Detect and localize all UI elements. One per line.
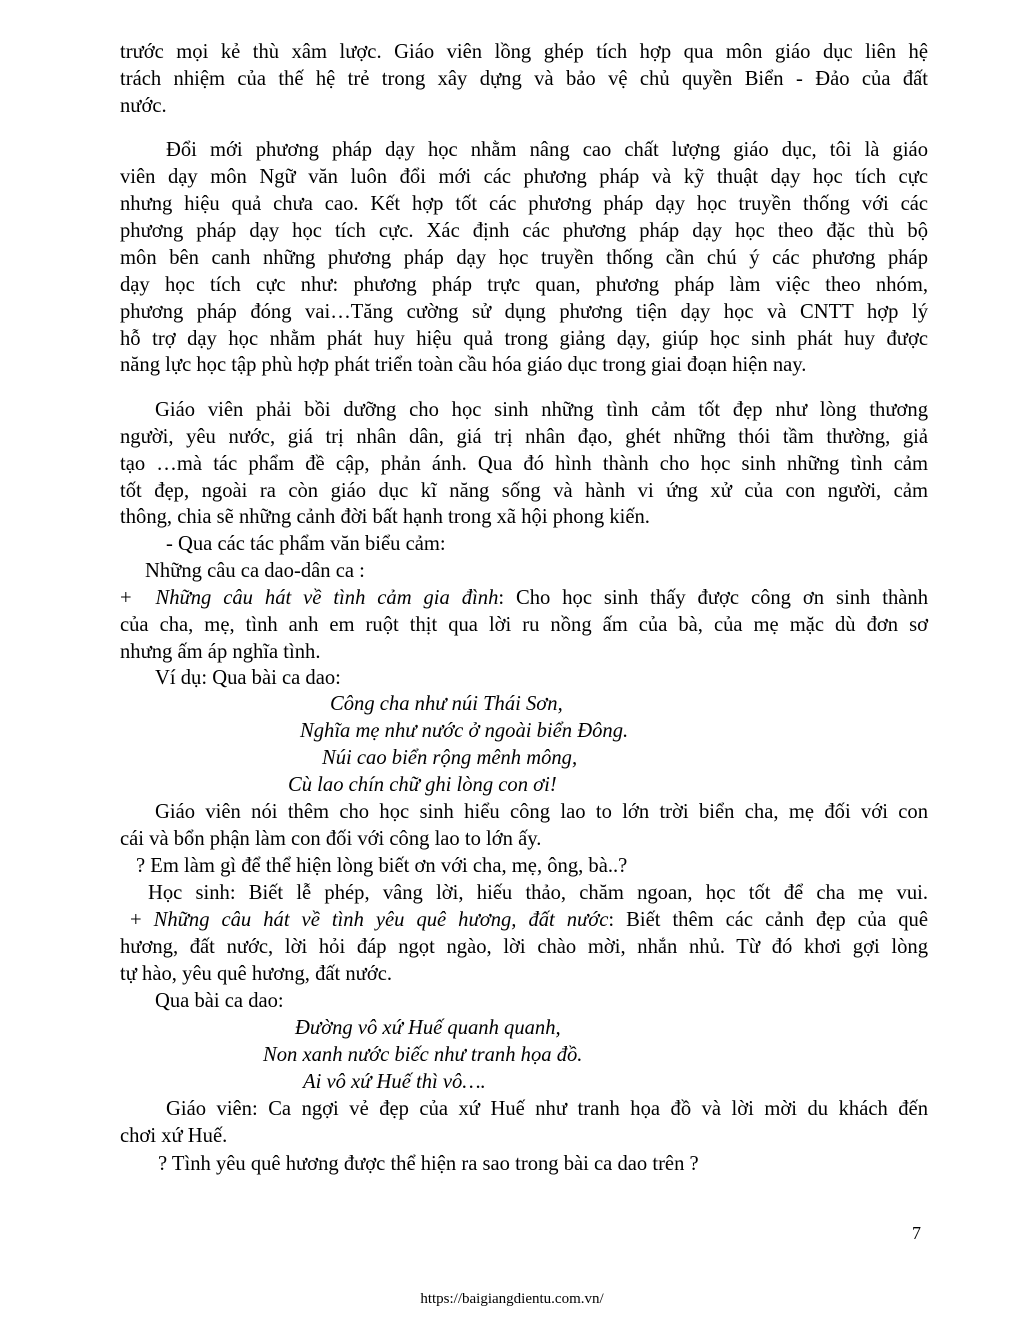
poem-2-line-3: Ai vô xứ Huế thì vô…. — [303, 1071, 486, 1093]
example-2-intro: Qua bài ca dao: — [155, 990, 284, 1012]
homeland-bullet-title: Những câu hát về tình yêu quê hương, đất nước — [153, 909, 609, 931]
paragraph-2-line-6: dạy học tích cực như: phương pháp trực quan, phương pháp làm việc theo nhóm, — [120, 274, 928, 296]
paragraph-2-line-5: môn bên canh những phương pháp dạy học truyền thống cần chú ý các phương pháp — [120, 247, 928, 269]
poem-1-line-1: Công cha như núi Thái Sơn, — [330, 693, 563, 715]
paragraph-1-line-1: trước mọi kẻ thù xâm lược. Giáo viên lồng ghép tích hợp qua môn giáo dục liên hệ — [120, 41, 928, 63]
homeland-bullet-line — [130, 906, 928, 934]
paragraph-2-line-4: phương pháp dạy học tích cực. Xác định các phương pháp dạy học theo đặc thù bộ — [120, 220, 928, 242]
family-bullet-title: Những câu hát về tình cảm gia đình — [155, 587, 499, 609]
poem-1-line-4: Cù lao chín chữ ghi lòng con ơi! — [288, 774, 557, 796]
paragraph-3-line-3: tạo …mà tác phẩm đề cập, phản ánh. Qua đó hình thành cho học sinh những tình cảm — [120, 453, 928, 475]
poem-1-line-3: Núi cao biển rộng mênh mông, — [322, 747, 578, 769]
footer-url-link[interactable]: https://baigiangdientu.com.vn/ — [420, 1291, 604, 1307]
paragraph-2-line-2: viên dạy môn Ngữ văn luôn đổi mới các phương pháp và kỹ thuật dạy học tích cực — [120, 166, 928, 188]
family-bullet-marker: + — [120, 587, 132, 609]
question-1: ? Em làm gì để thể hiện lòng biết ơn với cha, mẹ, ông, bà..? — [136, 855, 628, 877]
paragraph-2-line-9: năng lực học tập phù hợp phát triển toàn cầu hóa giáo dục trong giai đoạn hiện nay. — [120, 354, 807, 376]
paragraph-2-line-8: hỗ trợ dạy học nhằm phát huy hiệu quả trong giảng dạy, giúp học sinh phát huy được — [120, 328, 928, 350]
family-bullet-text: : Cho học sinh thấy được công ơn sinh thành — [498, 587, 929, 609]
family-line-2: của cha, mẹ, tình anh em ruột thịt qua lời ru nồng ấm của bà, của mẹ mặc dù đơn sơ — [120, 614, 928, 636]
poem-2-line-2: Non xanh nước biếc như tranh họa đồ. — [263, 1044, 583, 1066]
teacher-1-line-1: Giáo viên nói thêm cho học sinh hiểu công lao to lớn trời biển cha, mẹ đối với con — [155, 801, 928, 823]
student-1: Học sinh: Biết lễ phép, vâng lời, hiếu thảo, chăm ngoan, học tốt để cha mẹ vui. — [148, 882, 928, 904]
family-bullet-line — [120, 584, 928, 612]
paragraph-1-line-2: trách nhiệm của thế hệ trẻ trong xây dựng và bảo vệ chủ quyền Biển - Đảo của đất — [120, 68, 928, 90]
paragraph-1-line-3: nước. — [120, 95, 167, 117]
teacher-2-line-2: chơi xứ Huế. — [120, 1125, 228, 1147]
homeland-line-2: hương, đất nước, lời hỏi đáp ngọt ngào, lời chào mời, nhắn nhủ. Từ đó khơi gợi lòng — [120, 936, 928, 958]
paragraph-3-line-5: thông, chia sẽ những cảnh đời bất hạnh trong xã hội phong kiến. — [120, 506, 650, 528]
paragraph-2-line-1: Đổi mới phương pháp dạy học nhằm nâng cao chất lượng giáo dục, tôi là giáo — [166, 139, 928, 161]
example-1-intro: Ví dụ: Qua bài ca dao: — [155, 667, 341, 689]
paragraph-2-line-7: phương pháp đóng vai…Tăng cường sử dụng phương tiện dạy học và CNTT hợp lý — [120, 301, 928, 323]
homeland-bullet-marker: + — [130, 909, 142, 931]
teacher-2-line-1: Giáo viên: Ca ngợi vẻ đẹp của xứ Huế như tranh họa đồ và lời mời du khách đến — [166, 1098, 928, 1120]
paragraph-3-line-1: Giáo viên phải bồi dưỡng cho học sinh những tình cảm tốt đẹp như lòng thương — [155, 399, 928, 421]
homeland-bullet-text: : Biết thêm các cảnh đẹp của quê — [608, 909, 928, 931]
paragraph-3-line-2: người, yêu nước, giá trị nhân dân, giá trị nhân đạo, ghét những thói tầm thường, giả — [120, 426, 928, 448]
paragraph-2-line-3: nhưng hiệu quả chưa cao. Kết hợp tốt các phương pháp dạy học truyền thống với các — [120, 193, 928, 215]
paragraph-3-line-4: tốt đẹp, ngoài ra còn giáo dục kĩ năng sống và hành vi ứng xử của con người, cảm — [120, 480, 928, 502]
genre-heading: - Qua các tác phẩm văn biểu cảm: — [166, 533, 446, 555]
poem-1-line-2: Nghĩa mẹ như nước ở ngoài biển Đông. — [300, 720, 629, 742]
page-number: 7 — [912, 1223, 921, 1243]
teacher-1-line-2: cái và bổn phận làm con đối với công lao to lớn ấy. — [120, 828, 542, 850]
question-2: ? Tình yêu quê hương được thể hiện ra sao trong bài ca dao trên ? — [158, 1153, 699, 1175]
homeland-line-3: tự hào, yêu quê hương, đất nước. — [120, 963, 393, 985]
folk-song-heading: Những câu ca dao-dân ca : — [145, 560, 365, 582]
family-line-3: nhưng ấm áp nghĩa tình. — [120, 641, 321, 663]
poem-2-line-1: Đường vô xứ Huế quanh quanh, — [295, 1017, 561, 1039]
